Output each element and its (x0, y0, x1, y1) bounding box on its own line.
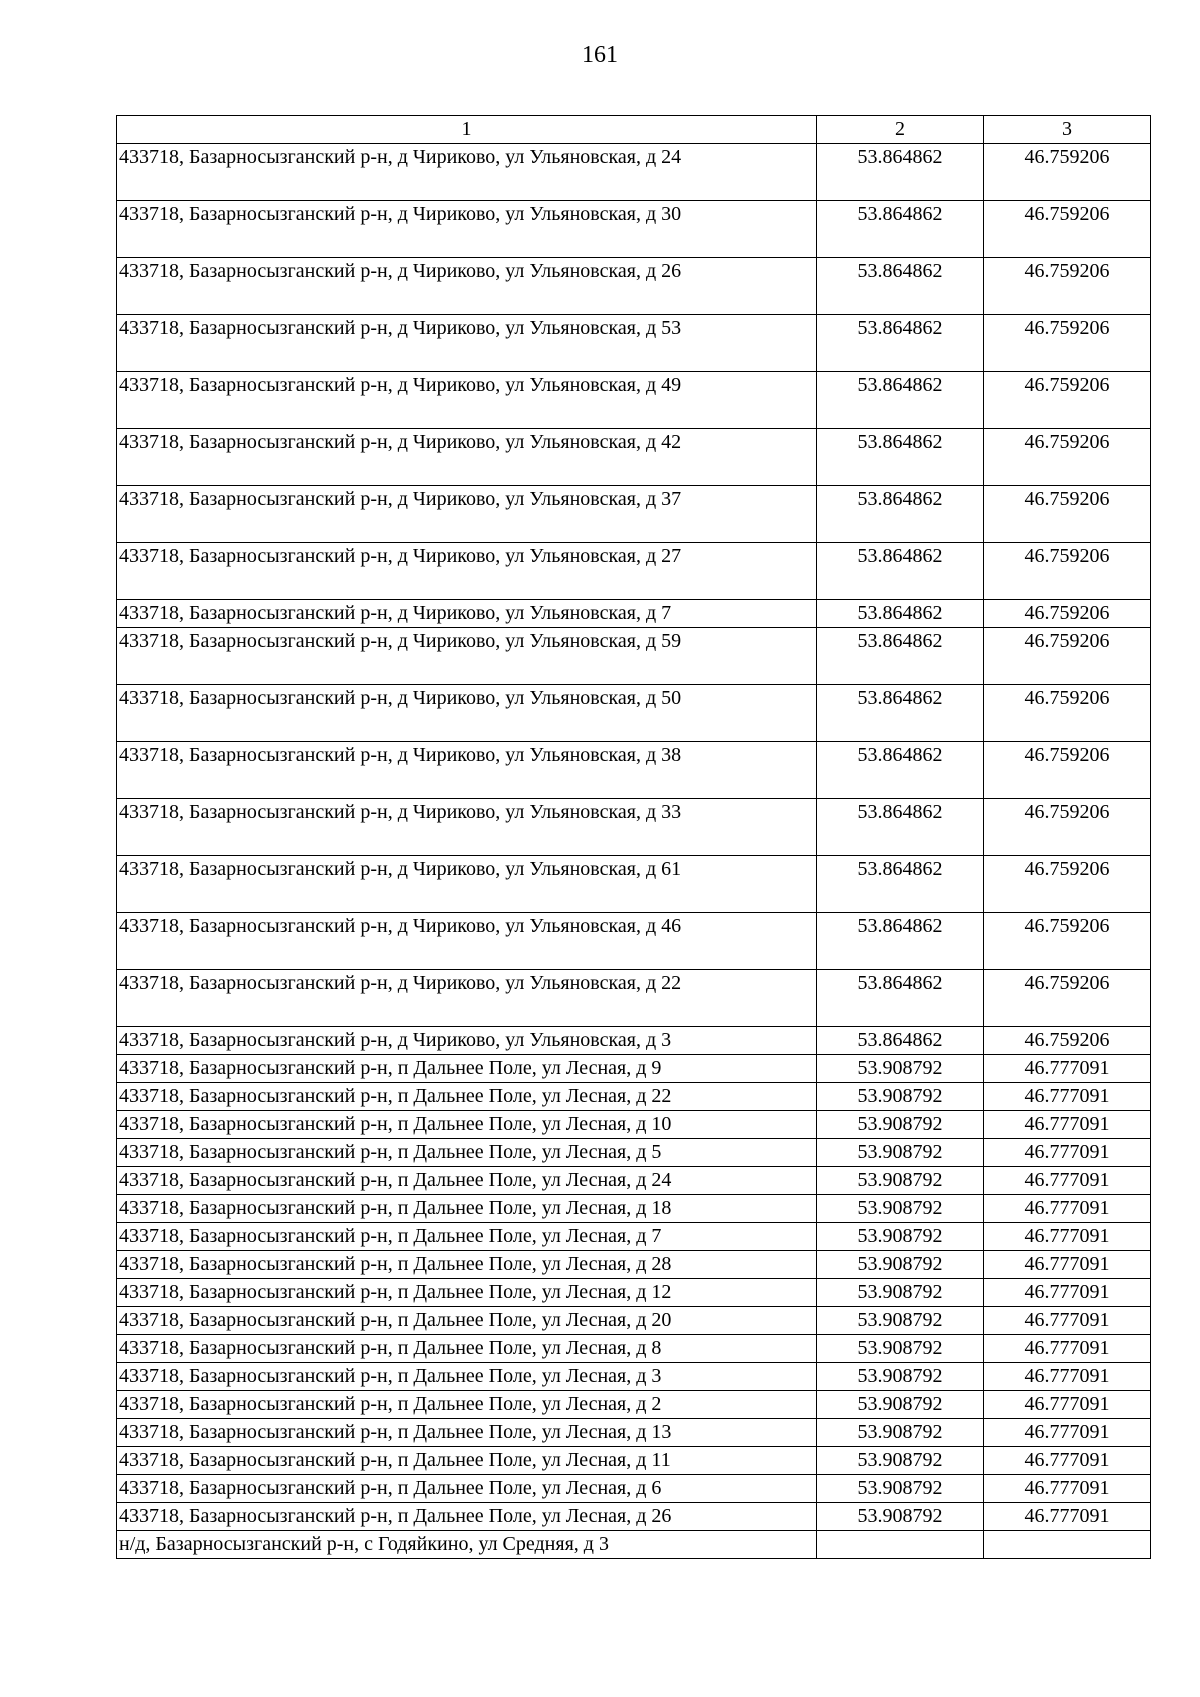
latitude-cell: 53.864862 (817, 913, 984, 970)
longitude-cell: 46.777091 (984, 1223, 1151, 1251)
longitude-cell: 46.759206 (984, 742, 1151, 799)
address-cell: 433718, Базарносызганский р-н, д Чириково, ул Ульяновская, д 3 (117, 1027, 817, 1055)
table-row (117, 628, 1151, 685)
latitude-cell: 53.908792 (817, 1139, 984, 1167)
table-row (117, 970, 1151, 1027)
table-row (117, 1167, 1151, 1195)
table-row (117, 315, 1151, 372)
address-cell: 433718, Базарносызганский р-н, д Чириково, ул Ульяновская, д 30 (117, 201, 817, 258)
latitude-cell: 53.864862 (817, 1027, 984, 1055)
latitude-cell: 53.908792 (817, 1475, 984, 1503)
latitude-cell: 53.908792 (817, 1363, 984, 1391)
address-cell: 433718, Базарносызганский р-н, д Чириково, ул Ульяновская, д 46 (117, 913, 817, 970)
latitude-cell: 53.864862 (817, 486, 984, 543)
longitude-cell: 46.777091 (984, 1335, 1151, 1363)
header-col-3: 3 (984, 116, 1151, 144)
latitude-cell: 53.908792 (817, 1279, 984, 1307)
table-row (117, 856, 1151, 913)
longitude-cell: 46.759206 (984, 144, 1151, 201)
address-cell: 433718, Базарносызганский р-н, д Чириково, ул Ульяновская, д 38 (117, 742, 817, 799)
header-row (117, 116, 1151, 144)
address-cell: 433718, Базарносызганский р-н, п Дальнее Поле, ул Лесная, д 12 (117, 1279, 817, 1307)
address-cell: 433718, Базарносызганский р-н, п Дальнее Поле, ул Лесная, д 28 (117, 1251, 817, 1279)
latitude-cell: 53.864862 (817, 685, 984, 742)
longitude-cell: 46.759206 (984, 1027, 1151, 1055)
address-cell: 433718, Базарносызганский р-н, п Дальнее Поле, ул Лесная, д 13 (117, 1419, 817, 1447)
table-row (117, 1083, 1151, 1111)
latitude-cell: 53.908792 (817, 1419, 984, 1447)
table-row (117, 742, 1151, 799)
latitude-cell: 53.908792 (817, 1447, 984, 1475)
address-cell: 433718, Базарносызганский р-н, д Чириково, ул Ульяновская, д 37 (117, 486, 817, 543)
longitude-cell: 46.759206 (984, 201, 1151, 258)
latitude-cell: 53.908792 (817, 1307, 984, 1335)
table-row (117, 1391, 1151, 1419)
longitude-cell: 46.777091 (984, 1475, 1151, 1503)
page-number: 161 (582, 42, 618, 68)
address-cell: 433718, Базарносызганский р-н, д Чириково, ул Ульяновская, д 7 (117, 600, 817, 628)
table-row (117, 1223, 1151, 1251)
longitude-cell: 46.759206 (984, 315, 1151, 372)
latitude-cell: 53.864862 (817, 970, 984, 1027)
latitude-cell: 53.864862 (817, 600, 984, 628)
table-row (117, 1027, 1151, 1055)
latitude-cell: 53.908792 (817, 1055, 984, 1083)
table-row (117, 1251, 1151, 1279)
latitude-cell: 53.908792 (817, 1167, 984, 1195)
longitude-cell: 46.777091 (984, 1503, 1151, 1531)
longitude-cell: 46.777091 (984, 1419, 1151, 1447)
longitude-cell: 46.759206 (984, 913, 1151, 970)
table-row (117, 685, 1151, 742)
address-cell: 433718, Базарносызганский р-н, д Чириково, ул Ульяновская, д 61 (117, 856, 817, 913)
longitude-cell: 46.777091 (984, 1447, 1151, 1475)
longitude-cell: 46.759206 (984, 486, 1151, 543)
longitude-cell: 46.777091 (984, 1251, 1151, 1279)
table-row (117, 1503, 1151, 1531)
longitude-cell: 46.759206 (984, 600, 1151, 628)
table-row (117, 486, 1151, 543)
table-row (117, 913, 1151, 970)
table-row (117, 372, 1151, 429)
table-row (117, 1279, 1151, 1307)
address-cell: н/д, Базарносызганский р-н, с Годяйкино, ул Средняя, д 3 (117, 1531, 817, 1559)
longitude-cell: 46.777091 (984, 1111, 1151, 1139)
address-cell: 433718, Базарносызганский р-н, п Дальнее Поле, ул Лесная, д 7 (117, 1223, 817, 1251)
longitude-cell: 46.759206 (984, 429, 1151, 486)
longitude-cell: 46.759206 (984, 799, 1151, 856)
table-row (117, 543, 1151, 600)
address-cell: 433718, Базарносызганский р-н, п Дальнее Поле, ул Лесная, д 26 (117, 1503, 817, 1531)
address-table (116, 115, 1151, 1559)
latitude-cell (817, 1531, 984, 1559)
address-cell: 433718, Базарносызганский р-н, д Чириково, ул Ульяновская, д 59 (117, 628, 817, 685)
table-row (117, 1139, 1151, 1167)
table-row (117, 1195, 1151, 1223)
address-cell: 433718, Базарносызганский р-н, п Дальнее Поле, ул Лесная, д 5 (117, 1139, 817, 1167)
address-cell: 433718, Базарносызганский р-н, п Дальнее Поле, ул Лесная, д 20 (117, 1307, 817, 1335)
latitude-cell: 53.908792 (817, 1335, 984, 1363)
longitude-cell: 46.777091 (984, 1391, 1151, 1419)
address-cell: 433718, Базарносызганский р-н, д Чириково, ул Ульяновская, д 33 (117, 799, 817, 856)
longitude-cell: 46.759206 (984, 628, 1151, 685)
table-row (117, 429, 1151, 486)
address-cell: 433718, Базарносызганский р-н, п Дальнее Поле, ул Лесная, д 18 (117, 1195, 817, 1223)
latitude-cell: 53.864862 (817, 144, 984, 201)
address-cell: 433718, Базарносызганский р-н, д Чириково, ул Ульяновская, д 49 (117, 372, 817, 429)
address-cell: 433718, Базарносызганский р-н, п Дальнее Поле, ул Лесная, д 2 (117, 1391, 817, 1419)
longitude-cell: 46.777091 (984, 1195, 1151, 1223)
latitude-cell: 53.864862 (817, 315, 984, 372)
latitude-cell: 53.864862 (817, 856, 984, 913)
table-row (117, 600, 1151, 628)
latitude-cell: 53.864862 (817, 799, 984, 856)
address-cell: 433718, Базарносызганский р-н, д Чириково, ул Ульяновская, д 53 (117, 315, 817, 372)
address-cell: 433718, Базарносызганский р-н, п Дальнее Поле, ул Лесная, д 24 (117, 1167, 817, 1195)
address-cell: 433718, Базарносызганский р-н, п Дальнее Поле, ул Лесная, д 6 (117, 1475, 817, 1503)
address-cell: 433718, Базарносызганский р-н, д Чириково, ул Ульяновская, д 24 (117, 144, 817, 201)
longitude-cell: 46.777091 (984, 1279, 1151, 1307)
longitude-cell: 46.777091 (984, 1167, 1151, 1195)
table-row (117, 1363, 1151, 1391)
latitude-cell: 53.908792 (817, 1195, 984, 1223)
latitude-cell: 53.864862 (817, 372, 984, 429)
latitude-cell: 53.864862 (817, 543, 984, 600)
latitude-cell: 53.908792 (817, 1503, 984, 1531)
latitude-cell: 53.908792 (817, 1083, 984, 1111)
latitude-cell: 53.864862 (817, 742, 984, 799)
address-cell: 433718, Базарносызганский р-н, д Чириково, ул Ульяновская, д 50 (117, 685, 817, 742)
longitude-cell: 46.759206 (984, 372, 1151, 429)
header-col-1: 1 (117, 116, 817, 144)
address-cell: 433718, Базарносызганский р-н, п Дальнее Поле, ул Лесная, д 10 (117, 1111, 817, 1139)
address-cell: 433718, Базарносызганский р-н, д Чириково, ул Ульяновская, д 26 (117, 258, 817, 315)
table-row (117, 1447, 1151, 1475)
latitude-cell: 53.864862 (817, 201, 984, 258)
table-header (117, 116, 1151, 144)
table-row (117, 1419, 1151, 1447)
table-row (117, 1055, 1151, 1083)
latitude-cell: 53.908792 (817, 1223, 984, 1251)
address-cell: 433718, Базарносызганский р-н, п Дальнее Поле, ул Лесная, д 3 (117, 1363, 817, 1391)
header-col-2: 2 (817, 116, 984, 144)
latitude-cell: 53.908792 (817, 1251, 984, 1279)
latitude-cell: 53.864862 (817, 429, 984, 486)
table-row (117, 1111, 1151, 1139)
address-cell: 433718, Базарносызганский р-н, п Дальнее Поле, ул Лесная, д 9 (117, 1055, 817, 1083)
table-row (117, 1531, 1151, 1559)
address-cell: 433718, Базарносызганский р-н, п Дальнее Поле, ул Лесная, д 11 (117, 1447, 817, 1475)
latitude-cell: 53.864862 (817, 258, 984, 315)
latitude-cell: 53.864862 (817, 628, 984, 685)
longitude-cell: 46.777091 (984, 1363, 1151, 1391)
latitude-cell: 53.908792 (817, 1111, 984, 1139)
longitude-cell (984, 1531, 1151, 1559)
longitude-cell: 46.759206 (984, 970, 1151, 1027)
table-row (117, 1307, 1151, 1335)
longitude-cell: 46.777091 (984, 1083, 1151, 1111)
address-cell: 433718, Базарносызганский р-н, п Дальнее Поле, ул Лесная, д 22 (117, 1083, 817, 1111)
table-row (117, 1475, 1151, 1503)
longitude-cell: 46.777091 (984, 1139, 1151, 1167)
longitude-cell: 46.759206 (984, 685, 1151, 742)
longitude-cell: 46.759206 (984, 258, 1151, 315)
longitude-cell: 46.759206 (984, 856, 1151, 913)
address-cell: 433718, Базарносызганский р-н, д Чириково, ул Ульяновская, д 22 (117, 970, 817, 1027)
longitude-cell: 46.777091 (984, 1055, 1151, 1083)
longitude-cell: 46.777091 (984, 1307, 1151, 1335)
table-row (117, 1335, 1151, 1363)
table-row (117, 201, 1151, 258)
address-cell: 433718, Базарносызганский р-н, д Чириково, ул Ульяновская, д 42 (117, 429, 817, 486)
table-row (117, 258, 1151, 315)
table-body (117, 144, 1151, 1559)
longitude-cell: 46.759206 (984, 543, 1151, 600)
latitude-cell: 53.908792 (817, 1391, 984, 1419)
address-cell: 433718, Базарносызганский р-н, п Дальнее Поле, ул Лесная, д 8 (117, 1335, 817, 1363)
table-row (117, 144, 1151, 201)
address-cell: 433718, Базарносызганский р-н, д Чириково, ул Ульяновская, д 27 (117, 543, 817, 600)
table-row (117, 799, 1151, 856)
